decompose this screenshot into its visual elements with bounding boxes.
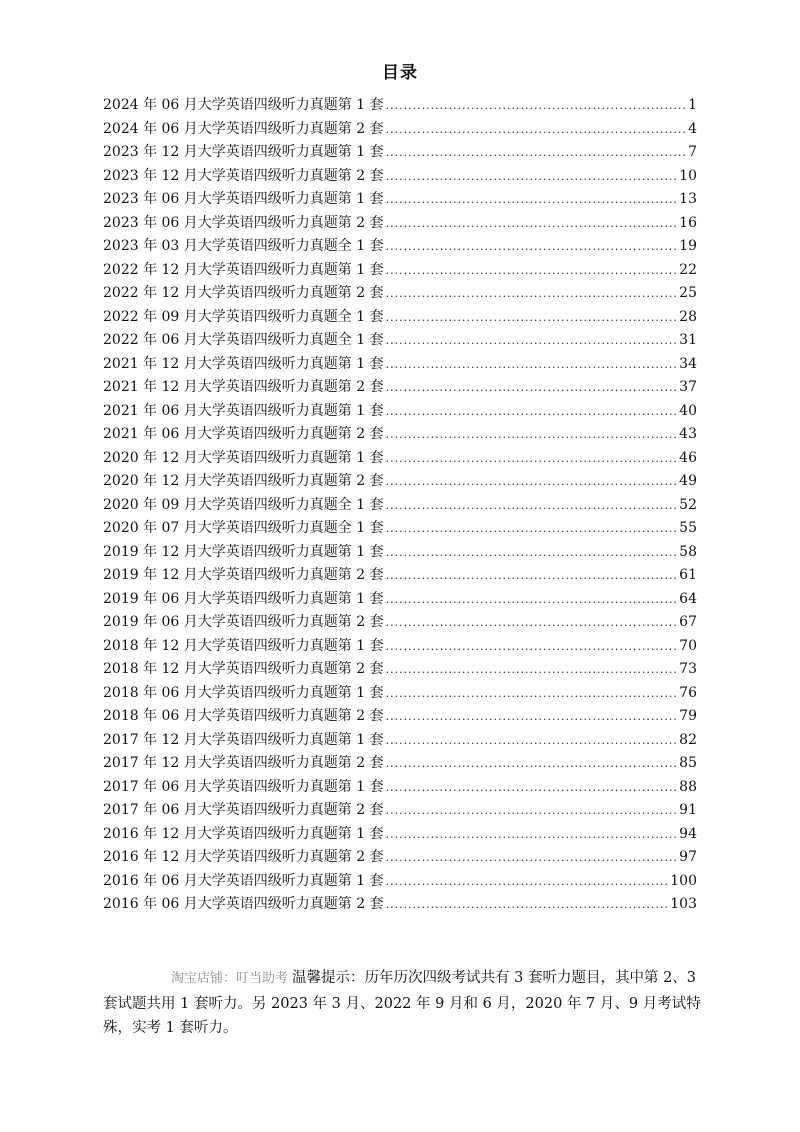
- toc-entry[interactable]: [103, 470, 697, 494]
- dot-leader: [386, 611, 678, 635]
- toc-entry-label: 2018 年 06 月大学英语四级听力真题第 1 套: [103, 684, 384, 701]
- dot-leader: [386, 188, 678, 212]
- toc-entry-page-number: 46: [679, 449, 697, 466]
- toc-entry-label: 2017 年 06 月大学英语四级听力真题第 1 套: [103, 778, 384, 795]
- dot-leader: [386, 447, 678, 471]
- toc-entry-page-number: 25: [679, 285, 697, 301]
- toc-entry[interactable]: [103, 776, 697, 800]
- toc-entry[interactable]: [103, 799, 697, 823]
- dot-leader: [386, 658, 678, 682]
- toc-entry-label: 2023 年 12 月大学英语四级听力真题第 2 套: [103, 167, 384, 184]
- toc-entry-label: 2016 年 12 月大学英语四级听力真题第 1 套: [103, 825, 384, 842]
- toc-entry-page-number: 79: [679, 708, 697, 724]
- toc-entry[interactable]: [103, 259, 697, 283]
- toc-entry-label: 2021 年 12 月大学英语四级听力真题第 2 套: [103, 379, 384, 395]
- dot-leader: [386, 846, 678, 870]
- toc-entry-label: 2018 年 12 月大学英语四级听力真题第 2 套: [103, 661, 384, 677]
- toc-entry-page-number: 55: [679, 520, 697, 536]
- toc-entry-page-number: 100: [670, 872, 697, 889]
- toc-entry-label: 2020 年 12 月大学英语四级听力真题第 1 套: [103, 449, 384, 466]
- toc-entry-page-number: 88: [679, 778, 697, 795]
- dot-leader: [386, 306, 678, 330]
- toc-entry-label: 2023 年 06 月大学英语四级听力真题第 1 套: [103, 191, 384, 207]
- dot-leader: [386, 870, 669, 894]
- toc-entry-label: 2017 年 06 月大学英语四级听力真题第 2 套: [103, 802, 384, 818]
- toc-entry[interactable]: [103, 564, 697, 588]
- toc-entry-label: 2019 年 12 月大学英语四级听力真题第 1 套: [103, 543, 384, 560]
- dot-leader: [386, 235, 678, 259]
- toc-entry-label: 2020 年 12 月大学英语四级听力真题第 2 套: [103, 473, 384, 489]
- dot-leader: [386, 776, 678, 800]
- toc-entry[interactable]: [103, 188, 697, 212]
- toc-entry[interactable]: [103, 658, 697, 682]
- toc-entry-label: 2022 年 06 月大学英语四级听力真题全 1 套: [103, 332, 384, 348]
- toc-entry-label: 2023 年 06 月大学英语四级听力真题第 2 套: [103, 214, 384, 231]
- toc-entry-label: 2017 年 12 月大学英语四级听力真题第 2 套: [103, 755, 384, 771]
- toc-entry-page-number: 40: [679, 402, 697, 419]
- notice-text: 温馨提示：历年历次四级考试共有 3 套听力题目，其中第 2、3 套试题共用 1 套听力。另 2023 年 3 月、2022 年 9 月和 6 月，2020 年 7 月、9 月考试特殊，实考 1 套听力。: [103, 970, 701, 1036]
- toc-entry-page-number: 58: [679, 543, 697, 560]
- toc-entry[interactable]: [103, 282, 697, 306]
- dot-leader: [386, 588, 678, 612]
- dot-leader: [386, 729, 678, 753]
- toc-entry-label: 2016 年 12 月大学英语四级听力真题第 2 套: [103, 849, 384, 865]
- dot-leader: [386, 893, 669, 917]
- toc-entry-label: 2024 年 06 月大学英语四级听力真题第 2 套: [103, 120, 384, 137]
- toc-entry-label: 2019 年 12 月大学英语四级听力真题第 2 套: [103, 567, 384, 583]
- toc-entry-page-number: 52: [679, 496, 697, 513]
- toc-entry[interactable]: [103, 118, 697, 142]
- toc-entry[interactable]: [103, 682, 697, 706]
- toc-entry-label: 2022 年 09 月大学英语四级听力真题全 1 套: [103, 308, 384, 325]
- toc-entry[interactable]: [103, 823, 697, 847]
- toc-entry[interactable]: [103, 870, 697, 894]
- toc-entry[interactable]: [103, 705, 697, 729]
- toc-entry[interactable]: [103, 893, 697, 917]
- toc-entry[interactable]: [103, 588, 697, 612]
- toc-entry-page-number: 73: [679, 661, 697, 677]
- dot-leader: [386, 799, 678, 823]
- dot-leader: [386, 118, 686, 142]
- toc-entry-page-number: 28: [679, 308, 697, 325]
- toc-entry[interactable]: [103, 235, 697, 259]
- toc-entry-page-number: 16: [679, 214, 697, 231]
- dot-leader: [386, 212, 678, 236]
- toc-entry[interactable]: [103, 306, 697, 330]
- dot-leader: [386, 94, 686, 118]
- toc-entry-label: 2024 年 06 月大学英语四级听力真题第 1 套: [103, 97, 384, 113]
- toc-entry[interactable]: [103, 846, 697, 870]
- dot-leader: [386, 165, 678, 189]
- toc-entry-page-number: 67: [679, 614, 697, 630]
- toc-entry[interactable]: [103, 94, 697, 118]
- toc-entry-page-number: 91: [679, 802, 697, 818]
- dot-leader: [386, 400, 678, 424]
- toc-entry-page-number: 103: [670, 896, 697, 912]
- toc-entry-page-number: 19: [679, 238, 697, 254]
- toc-entry-page-number: 4: [688, 120, 697, 137]
- toc-entry-label: 2016 年 06 月大学英语四级听力真题第 2 套: [103, 896, 384, 912]
- toc-entry-page-number: 85: [679, 755, 697, 771]
- toc-entry[interactable]: [103, 353, 697, 377]
- toc-entry[interactable]: [103, 423, 697, 447]
- dot-leader: [386, 541, 678, 565]
- toc-entry-page-number: 37: [679, 379, 697, 395]
- toc-entry[interactable]: [103, 611, 697, 635]
- toc-entry-label: 2022 年 12 月大学英语四级听力真题第 2 套: [103, 285, 384, 301]
- toc-entry[interactable]: [103, 635, 697, 659]
- toc-entry-page-number: 82: [679, 731, 697, 748]
- toc-entry-label: 2019 年 06 月大学英语四级听力真题第 1 套: [103, 590, 384, 607]
- toc-entry-label: 2021 年 12 月大学英语四级听力真题第 1 套: [103, 355, 384, 372]
- dot-leader: [386, 423, 678, 447]
- toc-entry[interactable]: [103, 447, 697, 471]
- toc-entry-label: 2017 年 12 月大学英语四级听力真题第 1 套: [103, 731, 384, 748]
- toc-entry-page-number: 34: [679, 355, 697, 372]
- toc-entry-label: 2020 年 09 月大学英语四级听力真题全 1 套: [103, 496, 384, 513]
- toc-entry-label: 2022 年 12 月大学英语四级听力真题第 1 套: [103, 261, 384, 278]
- dot-leader: [386, 752, 678, 776]
- toc-entry[interactable]: [103, 141, 697, 165]
- toc-entry-label: 2021 年 06 月大学英语四级听力真题第 2 套: [103, 426, 384, 442]
- toc-entry-page-number: 94: [679, 825, 697, 842]
- toc-entry[interactable]: [103, 541, 697, 565]
- dot-leader: [386, 282, 678, 306]
- dot-leader: [386, 329, 678, 353]
- toc-entry-label: 2016 年 06 月大学英语四级听力真题第 1 套: [103, 872, 384, 889]
- toc-entry[interactable]: [103, 376, 697, 400]
- toc-entry-page-number: 1: [688, 97, 697, 113]
- toc-entry[interactable]: [103, 329, 697, 353]
- shop-watermark: 淘宝店铺：叮当助考: [171, 971, 289, 986]
- dot-leader: [386, 494, 678, 518]
- table-of-contents: [103, 94, 697, 917]
- toc-entry[interactable]: [103, 400, 697, 424]
- dot-leader: [386, 682, 678, 706]
- toc-entry-page-number: 64: [679, 590, 697, 607]
- dot-leader: [386, 705, 678, 729]
- toc-entry-label: 2023 年 03 月大学英语四级听力真题全 1 套: [103, 238, 384, 254]
- toc-entry-label: 2021 年 06 月大学英语四级听力真题第 1 套: [103, 402, 384, 419]
- dot-leader: [386, 470, 678, 494]
- toc-entry[interactable]: [103, 165, 697, 189]
- toc-entry-label: 2020 年 07 月大学英语四级听力真题全 1 套: [103, 520, 384, 536]
- toc-entry-page-number: 31: [679, 332, 697, 348]
- toc-entry-label: 2019 年 06 月大学英语四级听力真题第 2 套: [103, 614, 384, 630]
- dot-leader: [386, 353, 678, 377]
- toc-entry-page-number: 43: [679, 426, 697, 442]
- toc-entry[interactable]: [103, 494, 697, 518]
- dot-leader: [386, 635, 678, 659]
- toc-entry[interactable]: [103, 517, 697, 541]
- toc-entry-page-number: 76: [679, 684, 697, 701]
- toc-entry-page-number: 22: [679, 261, 697, 278]
- dot-leader: [386, 823, 678, 847]
- dot-leader: [386, 564, 678, 588]
- toc-entry-page-number: 97: [679, 849, 697, 865]
- toc-entry-page-number: 49: [679, 473, 697, 489]
- toc-entry-label: 2018 年 12 月大学英语四级听力真题第 1 套: [103, 637, 384, 654]
- toc-entry-page-number: 61: [679, 567, 697, 583]
- dot-leader: [386, 259, 678, 283]
- toc-entry-label: 2023 年 12 月大学英语四级听力真题第 1 套: [103, 144, 384, 160]
- toc-entry-page-number: 70: [679, 637, 697, 654]
- toc-entry[interactable]: [103, 752, 697, 776]
- toc-entry-page-number: 10: [679, 167, 697, 184]
- toc-entry[interactable]: [103, 729, 697, 753]
- toc-entry-page-number: 7: [688, 144, 697, 160]
- notice-paragraph: [103, 966, 703, 1041]
- dot-leader: [386, 141, 686, 165]
- dot-leader: [386, 517, 678, 541]
- toc-entry-page-number: 13: [679, 191, 697, 207]
- toc-entry-label: 2018 年 06 月大学英语四级听力真题第 2 套: [103, 708, 384, 724]
- toc-entry[interactable]: [103, 212, 697, 236]
- toc-title: 目录: [382, 63, 418, 83]
- dot-leader: [386, 376, 678, 400]
